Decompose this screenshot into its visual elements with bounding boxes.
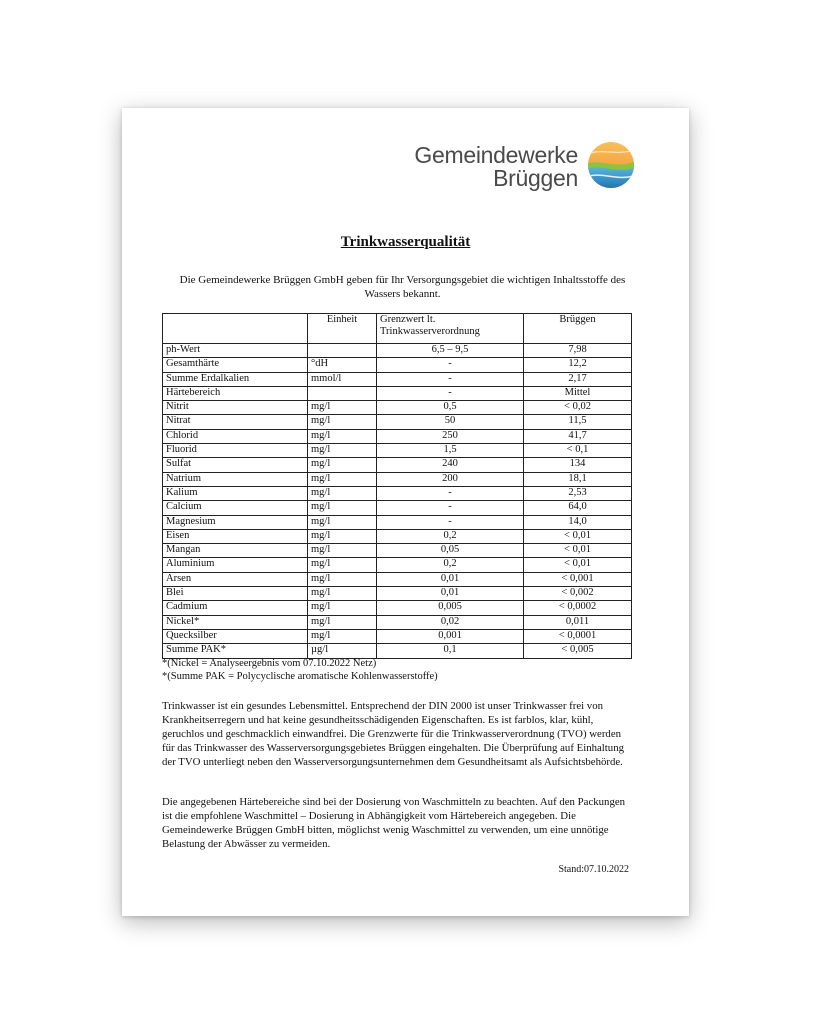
cell-value: < 0,005 bbox=[524, 644, 632, 658]
document-page bbox=[122, 108, 689, 916]
date-stand: Stand:07.10.2022 bbox=[558, 864, 629, 875]
cell-value: 7,98 bbox=[524, 344, 632, 358]
cell-parameter: Fluorid bbox=[163, 444, 308, 458]
cell-unit: mmol/l bbox=[308, 372, 377, 386]
cell-parameter: Gesamthärte bbox=[163, 358, 308, 372]
cell-parameter: Eisen bbox=[163, 529, 308, 543]
cell-limit: 0,01 bbox=[377, 587, 524, 601]
cell-unit: mg/l bbox=[308, 429, 377, 443]
table-row bbox=[163, 444, 632, 458]
cell-limit: 0,1 bbox=[377, 644, 524, 658]
cell-parameter: Sulfat bbox=[163, 458, 308, 472]
cell-limit: 240 bbox=[377, 458, 524, 472]
water-quality-table bbox=[162, 313, 632, 659]
table-body bbox=[163, 344, 632, 659]
cell-unit: mg/l bbox=[308, 615, 377, 629]
cell-limit: 0,05 bbox=[377, 544, 524, 558]
table-row bbox=[163, 615, 632, 629]
logo-wordmark bbox=[414, 144, 578, 190]
header-limit: Grenzwert lt. Trinkwasserverordnung bbox=[377, 314, 524, 344]
cell-limit: 0,5 bbox=[377, 401, 524, 415]
sun-water-logo-icon bbox=[586, 140, 636, 190]
cell-unit bbox=[308, 344, 377, 358]
footnote-nickel: *(Nickel = Analyseergebnis vom 07.10.2022 Netz) bbox=[162, 658, 377, 669]
cell-parameter: Arsen bbox=[163, 572, 308, 586]
cell-value: 64,0 bbox=[524, 501, 632, 515]
cell-parameter: Magnesium bbox=[163, 515, 308, 529]
cell-parameter: Natrium bbox=[163, 472, 308, 486]
paragraph-quality: Trinkwasser ist ein gesundes Lebensmittel. Entsprechend der DIN 2000 ist unser Trinkwasser frei von Krankheitserregern und hat keine gesundheitsschädigenden Eigenschaften. Es ist farblos, klar, kühl, geruchlos und geschmacklich einwandfrei. Die Grenzwerte für die Trinkwasserverordnung (TVO) werden für das Trinkwasser des Wasserversorgungsgebietes Brüggen eingehalten. Die Überprüfung auf Einhaltung der TVO unterliegt neben den Wasserversorgungsunternehmen dem Gesundheitsamt als Aufsichtsbehörde. bbox=[162, 700, 624, 768]
cell-limit: 50 bbox=[377, 415, 524, 429]
table-row bbox=[163, 486, 632, 500]
cell-value: < 0,001 bbox=[524, 572, 632, 586]
cell-unit: mg/l bbox=[308, 572, 377, 586]
table-row bbox=[163, 558, 632, 572]
cell-value: < 0,01 bbox=[524, 529, 632, 543]
cell-limit: 6,5 – 9,5 bbox=[377, 344, 524, 358]
cell-parameter: Härtebereich bbox=[163, 386, 308, 400]
cell-limit: 0,02 bbox=[377, 615, 524, 629]
cell-parameter: Kalium bbox=[163, 486, 308, 500]
table-row bbox=[163, 629, 632, 643]
table-row bbox=[163, 472, 632, 486]
cell-value: 41,7 bbox=[524, 429, 632, 443]
cell-limit: 1,5 bbox=[377, 444, 524, 458]
cell-unit: mg/l bbox=[308, 558, 377, 572]
table-row bbox=[163, 429, 632, 443]
logo-line-1: Gemeindewerke bbox=[414, 142, 578, 168]
cell-limit: 250 bbox=[377, 429, 524, 443]
table-row bbox=[163, 401, 632, 415]
footnotes bbox=[162, 657, 438, 683]
cell-unit: mg/l bbox=[308, 415, 377, 429]
cell-value: 12,2 bbox=[524, 358, 632, 372]
header-unit: Einheit bbox=[308, 314, 377, 344]
company-logo bbox=[414, 140, 636, 192]
cell-unit: mg/l bbox=[308, 501, 377, 515]
cell-parameter: Quecksilber bbox=[163, 629, 308, 643]
cell-value: < 0,1 bbox=[524, 444, 632, 458]
table-row bbox=[163, 358, 632, 372]
cell-unit: µg/l bbox=[308, 644, 377, 658]
cell-limit: - bbox=[377, 486, 524, 500]
table-header-row bbox=[163, 314, 632, 344]
cell-value: 2,53 bbox=[524, 486, 632, 500]
table-row bbox=[163, 458, 632, 472]
cell-parameter: Calcium bbox=[163, 501, 308, 515]
cell-parameter: Aluminium bbox=[163, 558, 308, 572]
header-parameter bbox=[163, 314, 308, 344]
paragraph-hardness: Die angegebenen Härtebereiche sind bei der Dosierung von Waschmitteln zu beachten. Auf den Packungen ist die empfohlene Waschmittel – Dosierung in Abhängigkeit vom Härtebereich angegeben. Die Gemeindewerke Brüggen GmbH bitten, möglichst wenig Waschmittel zu verwenden, um eine unnötige Belastung der Abwässer zu vermeiden. bbox=[162, 796, 626, 850]
table-row bbox=[163, 515, 632, 529]
cell-value: 134 bbox=[524, 458, 632, 472]
cell-limit: - bbox=[377, 372, 524, 386]
table-row bbox=[163, 344, 632, 358]
cell-value: < 0,002 bbox=[524, 587, 632, 601]
cell-unit: mg/l bbox=[308, 629, 377, 643]
cell-value: Mittel bbox=[524, 386, 632, 400]
cell-value: 14,0 bbox=[524, 515, 632, 529]
cell-value: 0,011 bbox=[524, 615, 632, 629]
table-row bbox=[163, 501, 632, 515]
table-row bbox=[163, 415, 632, 429]
page-title: Trinkwasserqualität bbox=[340, 234, 471, 250]
cell-limit: 0,2 bbox=[377, 558, 524, 572]
table-row bbox=[163, 529, 632, 543]
header-value: Brüggen bbox=[524, 314, 632, 344]
cell-limit: - bbox=[377, 386, 524, 400]
cell-unit: mg/l bbox=[308, 458, 377, 472]
logo-line-2: Brüggen bbox=[493, 165, 578, 191]
cell-parameter: Cadmium bbox=[163, 601, 308, 615]
cell-unit: mg/l bbox=[308, 587, 377, 601]
cell-unit: mg/l bbox=[308, 544, 377, 558]
cell-unit: mg/l bbox=[308, 529, 377, 543]
cell-unit: mg/l bbox=[308, 444, 377, 458]
cell-limit: - bbox=[377, 358, 524, 372]
cell-parameter: Blei bbox=[163, 587, 308, 601]
table-row bbox=[163, 587, 632, 601]
cell-parameter: Summe Erdalkalien bbox=[163, 372, 308, 386]
cell-value: < 0,01 bbox=[524, 558, 632, 572]
cell-value: < 0,02 bbox=[524, 401, 632, 415]
table-row bbox=[163, 544, 632, 558]
cell-value: 18,1 bbox=[524, 472, 632, 486]
cell-parameter: Summe PAK* bbox=[163, 644, 308, 658]
cell-value: < 0,0002 bbox=[524, 601, 632, 615]
cell-value: 11,5 bbox=[524, 415, 632, 429]
cell-unit: mg/l bbox=[308, 515, 377, 529]
cell-parameter: Nitrat bbox=[163, 415, 308, 429]
table-row bbox=[163, 644, 632, 658]
cell-limit: 0,001 bbox=[377, 629, 524, 643]
cell-limit: 0,005 bbox=[377, 601, 524, 615]
cell-value: 2,17 bbox=[524, 372, 632, 386]
cell-limit: 0,01 bbox=[377, 572, 524, 586]
cell-parameter: Mangan bbox=[163, 544, 308, 558]
cell-parameter: ph-Wert bbox=[163, 344, 308, 358]
intro-text: Die Gemeindewerke Brüggen GmbH geben für Ihr Versorgungsgebiet die wichtigen Inhaltsstoffe des Wassers bekannt. bbox=[179, 274, 626, 300]
cell-limit: - bbox=[377, 501, 524, 515]
cell-unit: mg/l bbox=[308, 401, 377, 415]
cell-unit: mg/l bbox=[308, 472, 377, 486]
footnote-pak: *(Summe PAK = Polycyclische aromatische Kohlenwasserstoffe) bbox=[162, 671, 438, 682]
cell-parameter: Nitrit bbox=[163, 401, 308, 415]
cell-limit: 0,2 bbox=[377, 529, 524, 543]
table-row bbox=[163, 572, 632, 586]
table-row bbox=[163, 601, 632, 615]
cell-parameter: Nickel* bbox=[163, 615, 308, 629]
cell-value: < 0,0001 bbox=[524, 629, 632, 643]
table-row bbox=[163, 386, 632, 400]
cell-unit: mg/l bbox=[308, 486, 377, 500]
cell-limit: 200 bbox=[377, 472, 524, 486]
cell-unit bbox=[308, 386, 377, 400]
cell-limit: - bbox=[377, 515, 524, 529]
cell-unit: mg/l bbox=[308, 601, 377, 615]
cell-unit: °dH bbox=[308, 358, 377, 372]
cell-value: < 0,01 bbox=[524, 544, 632, 558]
table-row bbox=[163, 372, 632, 386]
cell-parameter: Chlorid bbox=[163, 429, 308, 443]
